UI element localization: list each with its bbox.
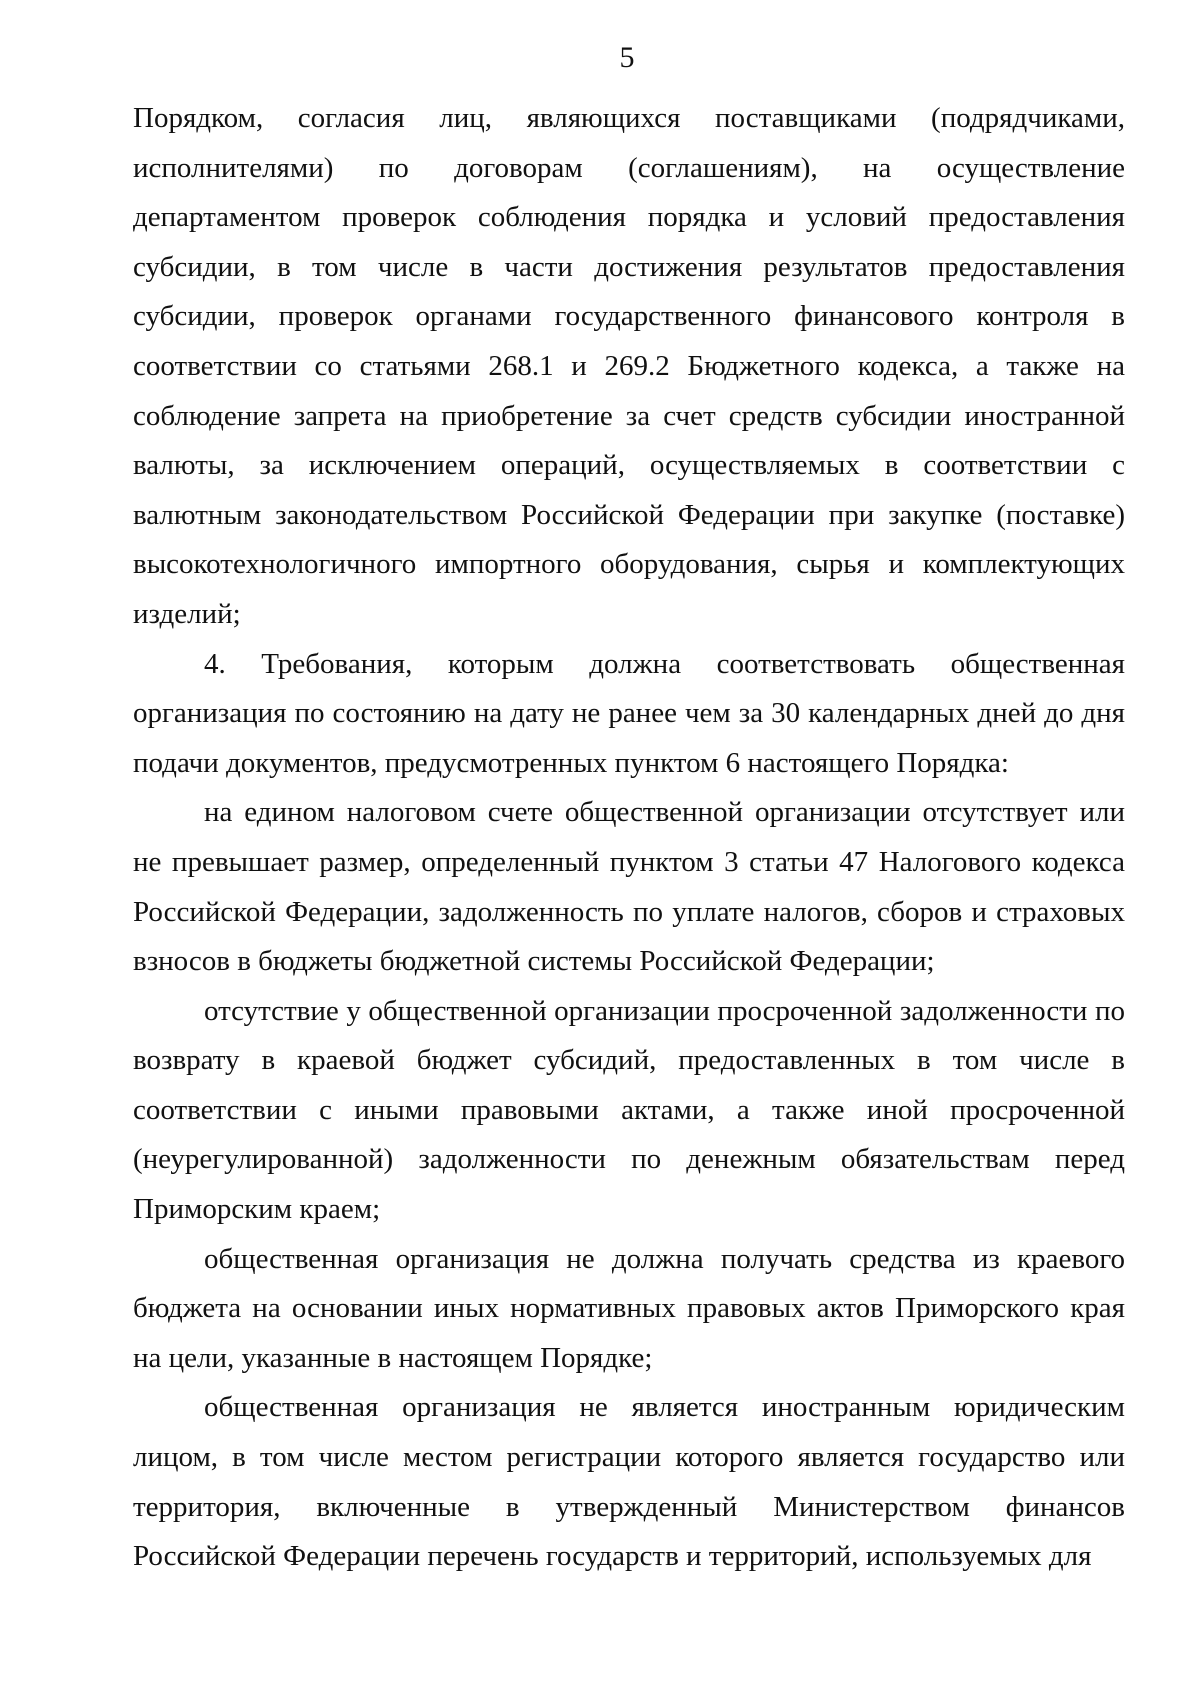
paragraph-tax-account: на едином налоговом счете общественной организации отсутствует или не превышает размер, определенный пунктом 3 статьи 47 Налогового кодекса Российской Федерации, задолженность по уплате налогов, сборов и страховых взносов в бюджеты бюджетной системы Российской Федерации; <box>133 796 1125 978</box>
paragraph-overdue-debt: отсутствие у общественной организации просроченной задолженности по возврату в краевой бюджет субсидий, предоставленных в том числе в соответствии с иными правовыми актами, а также иной просроченной (неурегулированной) задолженности по денежным обязательствам перед Приморским краем; <box>133 994 1125 1226</box>
paragraph-not-foreign-entity: общественная организация не является иностранным юридическим лицом, в том числе местом регистрации которого является государство или территория, включенные в утвержденный Министерством финансов Российской Федерации перечень государств и территорий, используемых для <box>133 1391 1125 1573</box>
paragraph-requirements-item-4: 4. Требования, которым должна соответствовать общественная организация по состоянию на дату не ранее чем за 30 календарных дней до дня подачи документов, предусмотренных пунктом 6 настоящего Порядка: <box>133 647 1125 779</box>
paragraph-consent-continuation: Порядком, согласия лиц, являющихся поставщиками (подрядчиками, исполнителями) по договорам (соглашениям), на осуществление департаментом проверок соблюдения порядка и условий предоставления субсидии, в том числе в части достижения результатов предоставления субсидии, проверок органами государственного финансового контроля в соответствии со статьями 268.1 и 269.2 Бюджетного кодекса, а также на соблюдение запрета на приобретение за счет средств субсидии иностранной валюты, за исключением операций, осуществляемых в соответствии с валютным законодательством Российской Федерации при закупке (поставке) высокотехнологичного импортного оборудования, сырья и комплектующих изделий; <box>133 102 1125 630</box>
document-body <box>133 94 1125 1582</box>
page-number: 5 <box>619 41 635 74</box>
paragraph-no-other-funding: общественная организация не должна получать средства из краевого бюджета на основании иных нормативных правовых актов Приморского края на цели, указанные в настоящем Порядке; <box>133 1242 1125 1374</box>
